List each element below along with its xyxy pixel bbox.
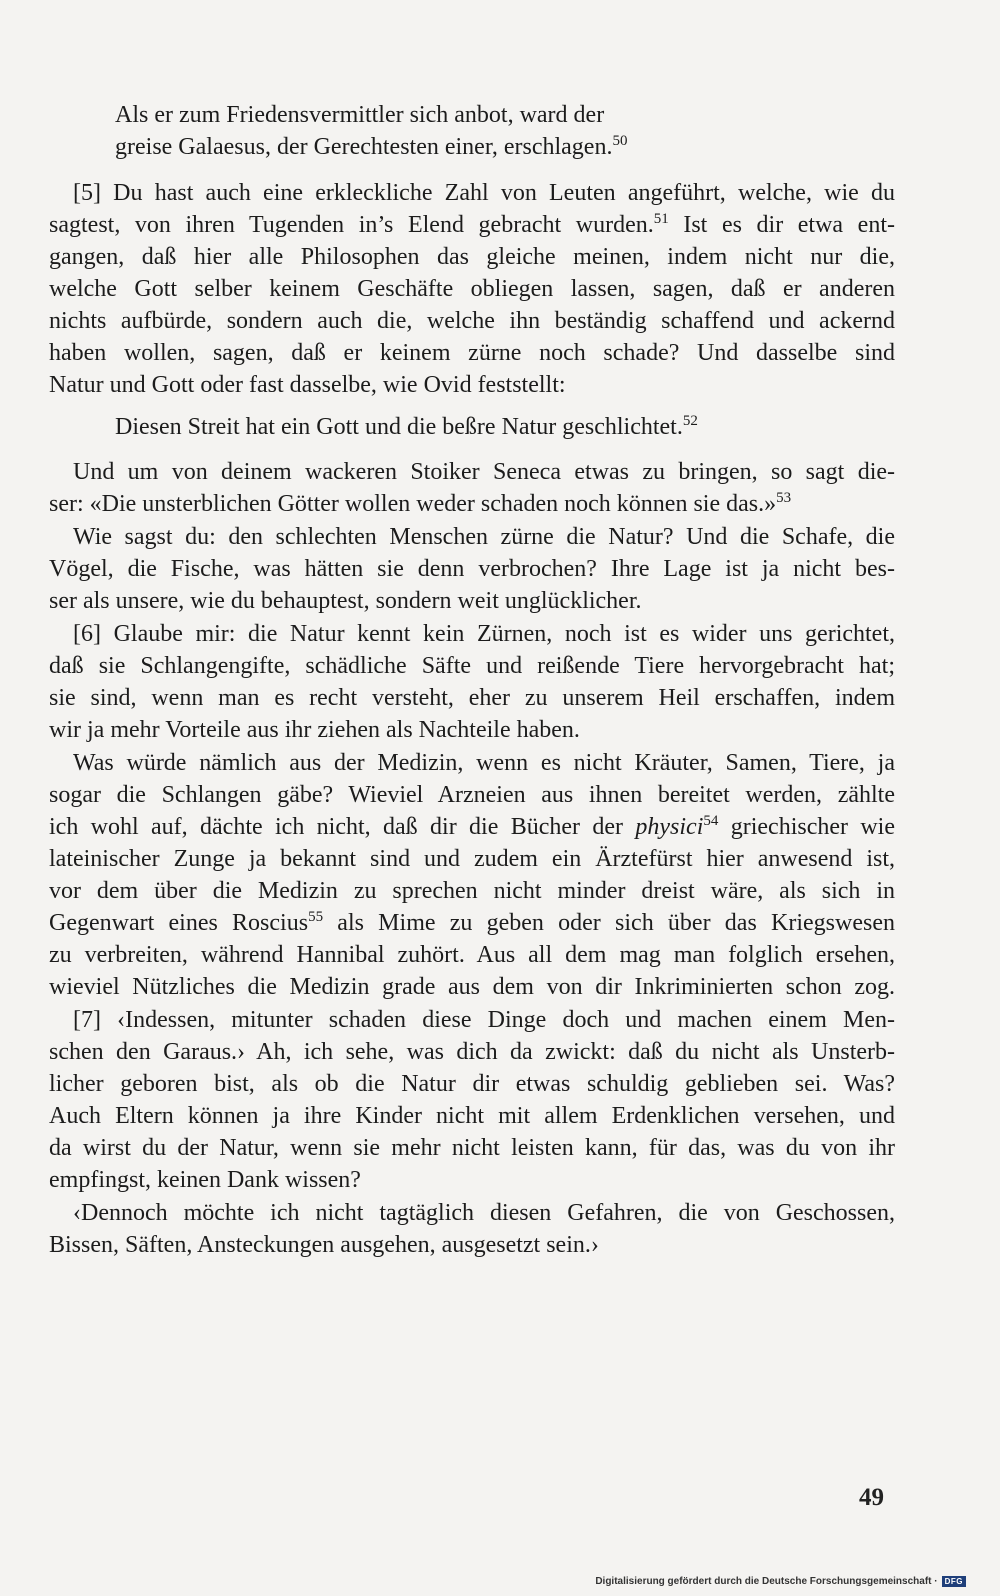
paragraph-line: Was würde nämlich aus der Medizin, wenn es nicht Kräuter, Samen, Tiere, ja: [73, 750, 895, 776]
paragraph-line: ser als unsere, wie du behauptest, sondern weit unglücklicher.: [49, 588, 642, 614]
verse-line: Diesen Streit hat ein Gott und die beßre Natur geschlichtet.$^{52}$: [115, 413, 698, 440]
paragraph-line: Und um von deinem wackeren Stoiker Seneca etwas zu bringen, so sagt die-: [73, 459, 895, 485]
paragraph-line: ich wohl auf, dächte ich nicht, daß dir die Bücher der physici$^{54}$ griechischer wie: [49, 813, 896, 840]
paragraph-line: nichts aufbürde, sondern auch die, welche ihn beständig schaffend und ackernd: [49, 308, 895, 334]
footnote-ref: 51: [653, 211, 669, 227]
italic-term: physici: [635, 814, 704, 840]
paragraph-line: [6] Glaube mir: die Natur kennt kein Zürnen, noch ist es wider uns gerichtet,: [73, 621, 895, 647]
footnote-ref: 54: [703, 813, 719, 829]
paragraph-line: ‹Dennoch möchte ich nicht tagtäglich diesen Gefahren, die von Geschossen,: [73, 1200, 895, 1226]
paragraph-line: vor dem über die Medizin zu sprechen nicht minder dreist wäre, als sich in: [49, 878, 895, 904]
footnote-ref: 53: [776, 490, 792, 506]
verse-line: Als er zum Friedensvermittler sich anbot, ward der: [115, 102, 605, 128]
paragraph-line: Wie sagst du: den schlechten Menschen zürne die Natur? Und die Schafe, die: [73, 524, 895, 550]
paragraph-line: wieviel Nützliches die Medizin grade aus dem von dir Inkriminierten schon zog.: [49, 974, 895, 1000]
paragraph-line: wir ja mehr Vorteile aus ihr ziehen als Nachteile haben.: [49, 717, 580, 743]
page-number: 49: [859, 1484, 884, 1511]
dfg-logo-icon: DFG: [942, 1576, 966, 1587]
paragraph-line: daß sie Schlangengifte, schädliche Säfte und reißende Tiere hervorgebracht hat;: [49, 653, 895, 679]
paragraph-line: sagtest, von ihren Tugenden in’s Elend gebracht wurden.$^{51}$ Ist es dir etwa ent-: [49, 211, 895, 238]
paragraph-line: sie sind, wenn man es recht versteht, eher zu unserem Heil erschaffen, indem: [49, 685, 895, 711]
footnote-ref: 52: [682, 413, 698, 429]
paragraph-line: zu verbreiten, während Hannibal zuhört. Aus all dem mag man folglich ersehen,: [49, 942, 895, 968]
digitization-credit: [595, 1576, 966, 1587]
paragraph-line: haben wollen, sagen, daß er keinem zürne noch schade? Und dasselbe sind: [49, 340, 895, 366]
paragraph-line: schen den Garaus.› Ah, ich sehe, was dich da zwickt: daß du nicht als Unsterb-: [49, 1039, 895, 1065]
paragraph-line: Auch Eltern können ja ihre Kinder nicht mit allem Erdenklichen versehen, und: [49, 1103, 895, 1129]
paragraph-line: welche Gott selber keinem Geschäfte obliegen lassen, sagen, daß er anderen: [49, 276, 895, 302]
paragraph-line: Gegenwart eines Roscius$^{55}$ als Mime zu geben oder sich über das Kriegswesen: [49, 909, 895, 936]
paragraph-line: Bissen, Säften, Ansteckungen ausgehen, ausgesetzt sein.›: [49, 1232, 599, 1258]
paragraph-line: ser: «Die unsterblichen Götter wollen weder schaden noch können sie das.»$^{53}$: [49, 490, 792, 517]
paragraph-line: Natur und Gott oder fast dasselbe, wie Ovid feststellt:: [49, 372, 566, 398]
paragraph-line: empfingst, keinen Dank wissen?: [49, 1167, 361, 1193]
paragraph-line: [5] Du hast auch eine erkleckliche Zahl von Leuten angeführt, welche, wie du: [73, 180, 895, 206]
footnote-ref: 50: [612, 133, 628, 149]
paragraph-line: Vögel, die Fische, was hätten sie denn verbrochen? Ihre Lage ist ja nicht bes-: [49, 556, 895, 582]
paragraph-line: gangen, daß hier alle Philosophen das gleiche meinen, indem nicht nur die,: [49, 244, 895, 270]
footnote-ref: 55: [308, 909, 324, 925]
paragraph-line: lateinischer Zunge ja bekannt sind und zudem ein Ärztefürst hier anwesend ist,: [49, 846, 895, 872]
paragraph-line: da wirst du der Natur, wenn sie mehr nicht leisten kann, für das, was du von ihr: [49, 1135, 895, 1161]
paragraph-line: licher geboren bist, als ob die Natur dir etwas schuldig geblieben sei. Was?: [49, 1071, 895, 1097]
paragraph-line: sogar die Schlangen gäbe? Wieviel Arzneien aus ihnen bereitet werden, zählte: [49, 782, 895, 808]
paragraph-line: [7] ‹Indessen, mitunter schaden diese Dinge doch und machen einem Men-: [73, 1007, 895, 1033]
credit-text: Digitalisierung gefördert durch die Deutsche Forschungsgemeinschaft ·: [595, 1576, 938, 1587]
verse-line: greise Galaesus, der Gerechtesten einer, erschlagen.$^{50}$: [115, 133, 628, 160]
